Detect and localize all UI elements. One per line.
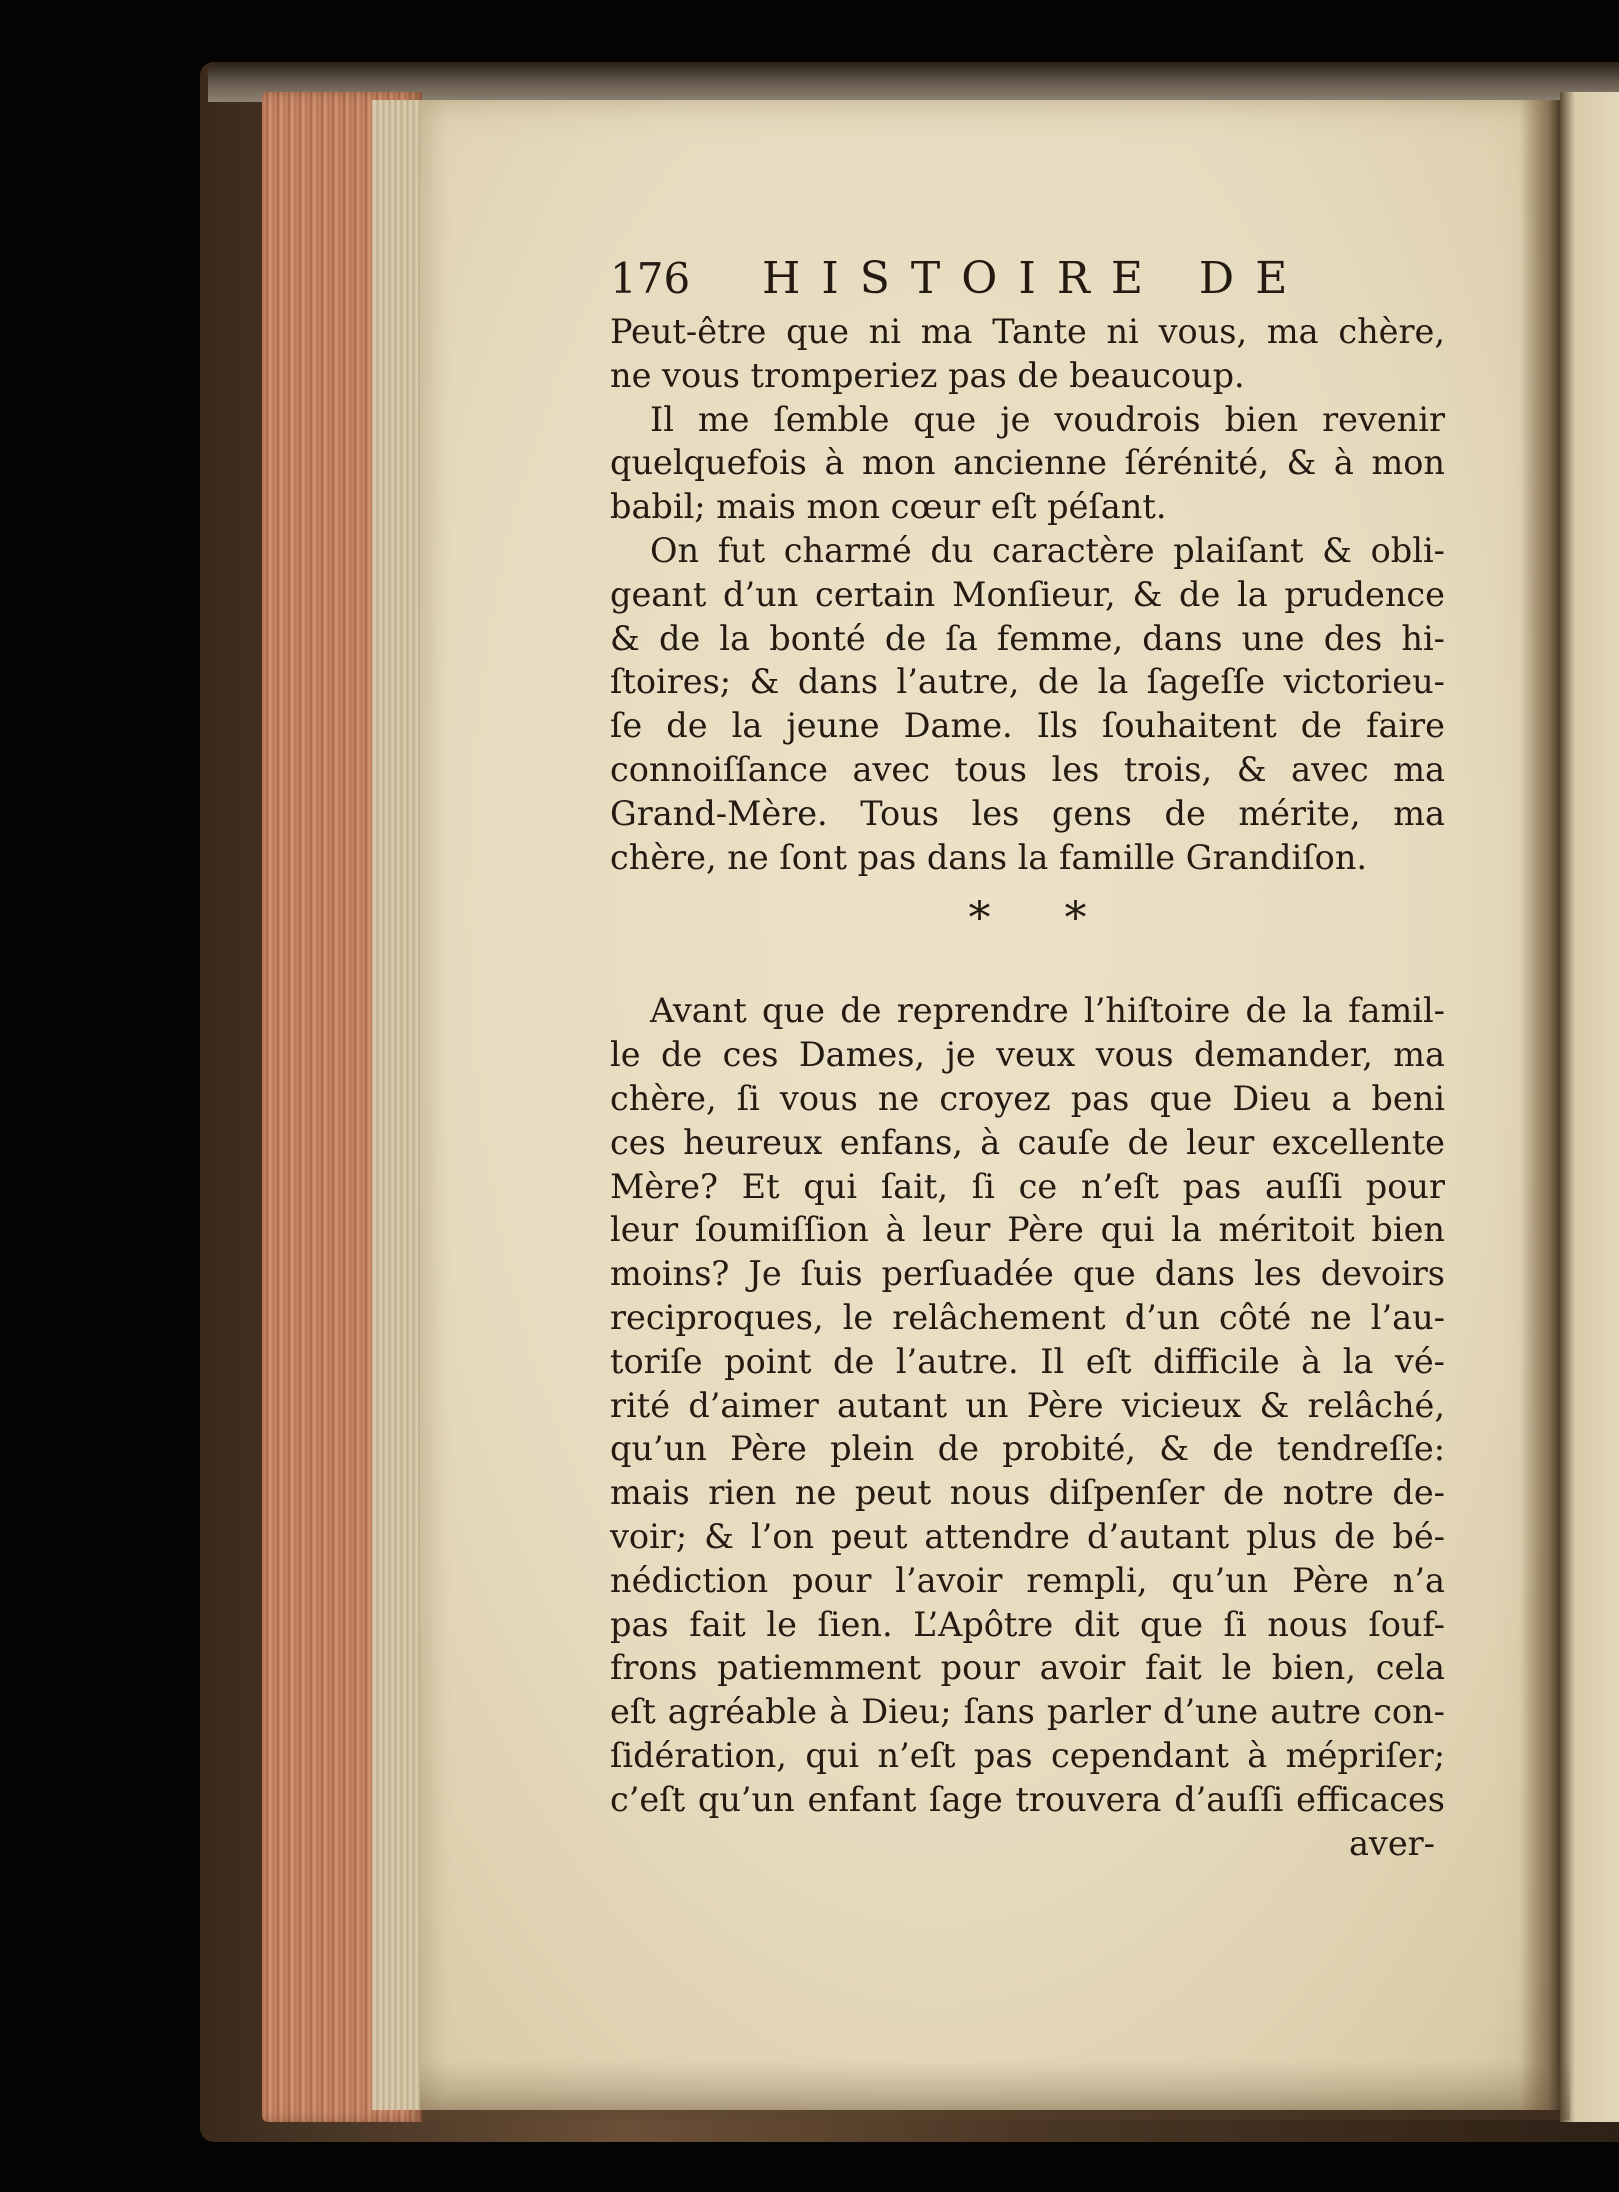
text-line: Grand-Mère. Tous les gens de mérite, ma — [610, 793, 1445, 833]
text-line: toriſe point de l’autre. Il eſt difficile à la vé- — [610, 1341, 1445, 1381]
page-text — [610, 248, 1445, 1865]
text-line: c’eſt qu’un enfant ſage trouvera d’auſſi efficaces — [610, 1779, 1445, 1819]
text-line: ne vous tromperiez pas de beaucoup. — [610, 355, 1245, 395]
text-line: & de la bonté de ſa femme, dans une des hi- — [610, 618, 1445, 658]
facing-page-edge — [1560, 92, 1619, 2122]
section-ornament: * * — [968, 893, 1117, 945]
gutter-shadow — [1520, 100, 1560, 2110]
text-line: ſe de la jeune Dame. Ils ſouhaitent de faire — [610, 706, 1445, 746]
page-bottom-shadow — [420, 2060, 1570, 2120]
text-line: moins? Je ſuis perſuadée que dans les devoirs — [610, 1254, 1445, 1294]
text-line: rité d’aimer autant un Père vicieux & relâché, — [610, 1385, 1445, 1425]
text-line: frons patiemment pour avoir fait le bien, cela — [610, 1648, 1445, 1688]
text-line: Peut-être que ni ma Tante ni vous, ma chère, — [610, 312, 1445, 351]
text-line: Il me ſemble que je voudrois bien revenir — [650, 399, 1445, 439]
text-line: chère, ne ſont pas dans la famille Grandiſon. — [610, 837, 1368, 877]
page-stack — [372, 100, 424, 2110]
text-line: babil; mais mon cœur eſt péſant. — [610, 487, 1167, 527]
page-number: 176 — [610, 254, 691, 303]
text-line: chère, ſi vous ne croyez pas que Dieu a beni — [610, 1078, 1445, 1118]
text-line: reciproques, le relâchement d’un côté ne l’au- — [610, 1297, 1445, 1337]
text-line: connoiſſance avec tous les trois, & avec ma — [610, 749, 1445, 789]
text-line: mais rien ne peut nous diſpenſer de notre de- — [610, 1473, 1445, 1513]
text-line: ſtoires; & dans l’autre, de la ſageſſe victorieu- — [610, 662, 1445, 702]
text-line: eſt agréable à Dieu; ſans parler d’une autre con- — [610, 1692, 1445, 1732]
paragraph-4 — [610, 989, 1445, 1821]
running-head — [610, 248, 1445, 310]
text-line: ſidération, qui n’eſt pas cependant à mépriſer; — [610, 1735, 1445, 1775]
text-line: On fut charmé du caractère plaiſant & obli- — [650, 530, 1445, 570]
text-line: pas fait le ſien. L’Apôtre dit que ſi nous ſouf- — [610, 1604, 1445, 1644]
text-line: qu’un Père plein de probité, & de tendreſſe: — [610, 1429, 1445, 1469]
catchword: aver- — [1348, 1823, 1435, 1863]
paragraph-1 — [610, 310, 1445, 398]
running-title: HISTOIRE DE — [762, 253, 1309, 304]
text-line: Mère? Et qui ſait, ſi ce n’eſt pas auſſi pour — [610, 1166, 1445, 1206]
paragraph-3 — [610, 529, 1445, 879]
text-line: voir; & l’on peut attendre d’autant plus de bé- — [610, 1516, 1445, 1556]
text-line: leur ſoumiſſion à leur Père qui la méritoit bien — [610, 1210, 1445, 1250]
text-line: quelquefois à mon ancienne ſérénité, & à mon — [610, 443, 1445, 483]
text-line: ces heureux enfans, à cauſe de leur excellente — [610, 1122, 1445, 1162]
text-line: geant d’un certain Monſieur, & de la prudence — [610, 574, 1445, 614]
text-line: le de ces Dames, je veux vous demander, ma — [610, 1035, 1445, 1075]
text-line: Avant que de reprendre l’hiſtoire de la famil- — [650, 991, 1445, 1031]
paragraph-2 — [610, 398, 1445, 529]
text-line: nédiction pour l’avoir rempli, qu’un Père n’a — [610, 1560, 1445, 1600]
